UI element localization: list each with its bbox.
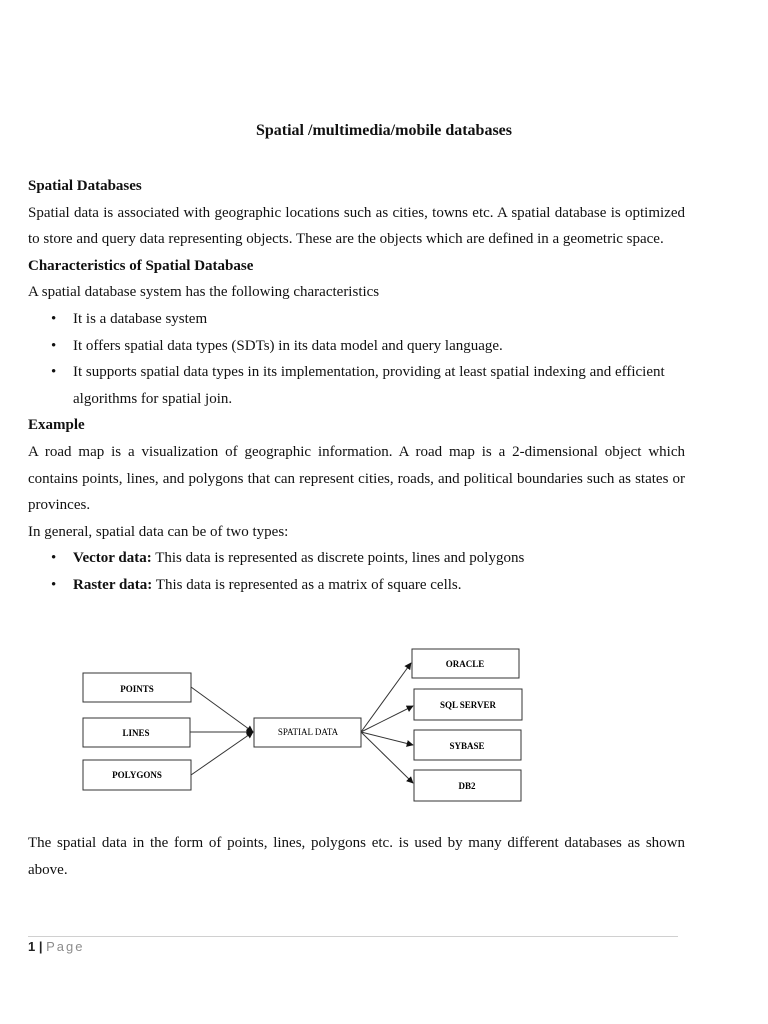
input-node-polygons (83, 760, 191, 790)
bullet-icon: • (51, 310, 57, 327)
example-paragraph: A road map is a visualization of geographic information. A road map is a 2-dimensional object which contains points, lines, and polygons that can represent cities, roads, and political boundaries such as states or provinces. (28, 443, 685, 514)
page-label: Page (46, 939, 85, 954)
spatial-databases-paragraph: Spatial data is associated with geographic locations such as cities, towns etc. A spatial database is optimized to store and query data representing objects. These are the objects which are defined in a geometric space. (28, 204, 685, 248)
raster-data-term: Raster data: (73, 576, 153, 593)
page-title: Spatial /multimedia/mobile databases (255, 122, 513, 139)
list-item-text: It supports spatial data types in its implementation, providing at least spatial indexing and efficient algorithms for spatial join. (73, 364, 665, 407)
spatial-data-diagram (78, 643, 528, 808)
output-node-oracle (412, 649, 519, 678)
bullet-icon: • (51, 364, 57, 381)
vector-data-description: This data is represented as discrete points, lines and polygons (151, 550, 525, 567)
footer-separator: | (38, 939, 43, 954)
output-node-sql-server (414, 689, 522, 720)
output-label-sql-server: SQL SERVER (440, 700, 496, 710)
example-heading: Example (28, 417, 85, 434)
input-label-lines: LINES (122, 728, 150, 738)
bullet-icon: • (51, 576, 57, 593)
bullet-icon: • (51, 337, 57, 354)
page-number: 1 (28, 939, 36, 954)
vector-data-term: Vector data: (73, 550, 152, 567)
characteristics-heading: Characteristics of Spatial Database (28, 257, 254, 274)
connector-center-to-oracle (361, 663, 411, 732)
footer-divider (28, 936, 678, 937)
spatial-databases-heading: Spatial Databases (28, 178, 142, 194)
bullet-icon: • (51, 550, 57, 567)
list-item (51, 333, 685, 360)
list-item (51, 545, 685, 572)
raster-data-description: This data is represented as a matrix of square cells. (152, 576, 462, 593)
center-node-spatial-data (254, 718, 361, 747)
types-intro: In general, spatial data can be of two types: (28, 523, 289, 540)
connector-center-to-db2 (361, 732, 413, 783)
list-item (51, 572, 685, 599)
output-node-sybase (414, 730, 521, 760)
output-label-db2: DB2 (458, 781, 476, 791)
input-node-lines (83, 718, 190, 747)
input-node-points (83, 673, 191, 702)
output-node-db2 (414, 770, 521, 801)
input-label-points: POINTS (120, 684, 154, 694)
connector-center-to-sybase (361, 732, 413, 745)
characteristics-list (28, 306, 685, 412)
connector-polygons-to-center (191, 732, 253, 775)
list-item-text: It is a database system (73, 310, 208, 327)
page-footer (28, 938, 85, 956)
input-label-polygons: POLYGONS (112, 770, 162, 780)
list-item (51, 306, 685, 333)
output-label-oracle: ORACLE (445, 659, 485, 669)
closing-paragraph: The spatial data in the form of points, lines, polygons etc. is used by many different databases as shown above. (28, 835, 685, 878)
list-item-text: It offers spatial data types (SDTs) in its data model and query language. (73, 337, 503, 354)
connector-points-to-center (191, 687, 253, 732)
list-item (51, 359, 685, 412)
connector-center-to-sql-server (361, 706, 413, 732)
data-types-list (28, 545, 685, 598)
characteristics-intro: A spatial database system has the following characteristics (28, 284, 380, 301)
center-label: SPATIAL DATA (277, 727, 339, 737)
body-content (28, 173, 685, 599)
output-label-sybase: SYBASE (449, 741, 485, 751)
